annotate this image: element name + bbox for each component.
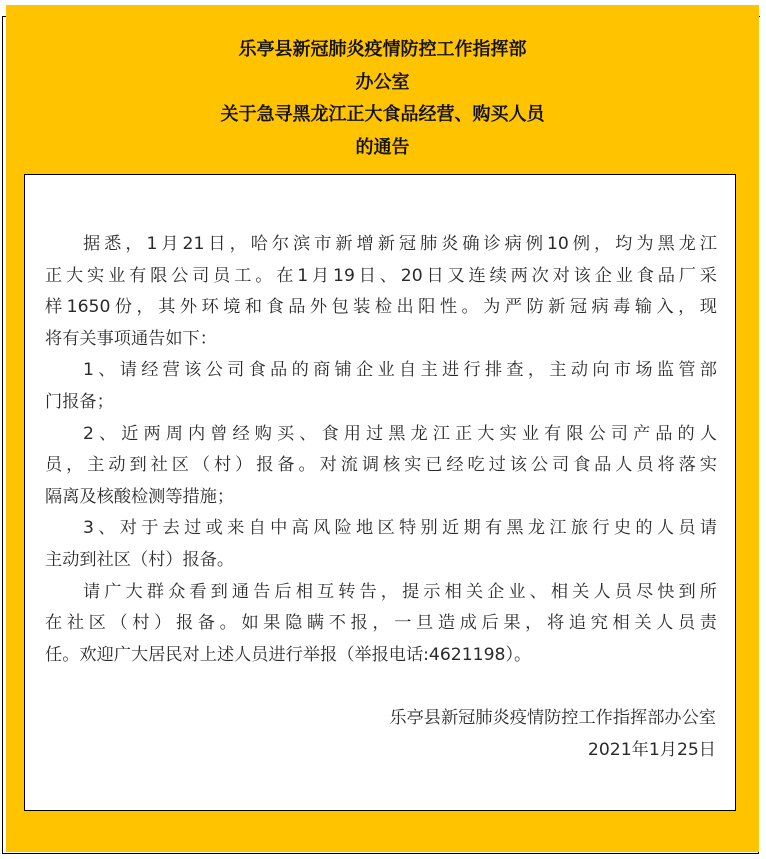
paragraph-item-3 bbox=[45, 513, 717, 576]
paragraph-line: 将有关事项通告如下： bbox=[45, 328, 217, 349]
paragraph-line: 据悉，1月21日，哈尔滨市新增新冠肺炎确诊病例10例，均为黑龙江 bbox=[83, 234, 717, 254]
paragraph-line: 门报备； bbox=[45, 391, 114, 412]
paragraph-item-2 bbox=[45, 419, 717, 514]
paragraph-line: 样1650份，其外环境和食品外包装检出阳性。为严防新冠病毒输入，现 bbox=[45, 297, 717, 318]
notice-content-box bbox=[24, 174, 736, 811]
notice-frame bbox=[6, 5, 759, 852]
title-line-notice: 的通告 bbox=[355, 136, 410, 158]
paragraph-line: 正大实业有限公司员工。在1月19日、20日又连续两次对该企业食品厂采 bbox=[45, 265, 717, 286]
paragraph-line: 2、近两周内曾经购买、食用过黑龙江正大实业有限公司产品的人 bbox=[83, 423, 717, 444]
paragraph-line: 隔离及核酸检测等措施； bbox=[45, 486, 235, 507]
paragraph-intro bbox=[45, 229, 717, 355]
notice-title bbox=[6, 34, 759, 164]
title-line-issuer: 乐亭县新冠肺炎疫情防控工作指挥部 bbox=[238, 39, 527, 60]
paragraph-line: 任。欢迎广大居民对上述人员进行举报（举报电话:4621198）。 bbox=[45, 644, 532, 665]
paragraph-line: 主动到社区（村）报备。 bbox=[45, 549, 235, 570]
notice-body bbox=[45, 229, 717, 671]
title-line-subject: 关于急寻黑龙江正大食品经营、购买人员 bbox=[220, 104, 545, 125]
signature-block bbox=[389, 703, 716, 766]
paragraph-closing bbox=[45, 577, 717, 672]
paragraph-item-1 bbox=[45, 355, 717, 418]
title-line-office: 办公室 bbox=[355, 71, 410, 93]
paragraph-line: 1、请经营该公司食品的商铺企业自主进行排查，主动向市场监管部 bbox=[83, 360, 717, 381]
paragraph-line: 员，主动到社区（村）报备。对流调核实已经吃过该公司食品人员将落实 bbox=[45, 455, 717, 476]
paragraph-line: 在社区（村）报备。如果隐瞒不报，一旦造成后果，将追究相关人员责 bbox=[45, 613, 717, 634]
signature-issuer: 乐亭县新冠肺炎疫情防控工作指挥部办公室 bbox=[389, 708, 716, 728]
signature-date: 2021年1月25日 bbox=[587, 739, 716, 760]
paragraph-line: 请广大群众看到通告后相互转告，提示相关企业、相关人员尽快到所 bbox=[83, 581, 717, 602]
paragraph-line: 3、对于去过或来自中高风险地区特别近期有黑龙江旅行史的人员请 bbox=[83, 518, 717, 539]
